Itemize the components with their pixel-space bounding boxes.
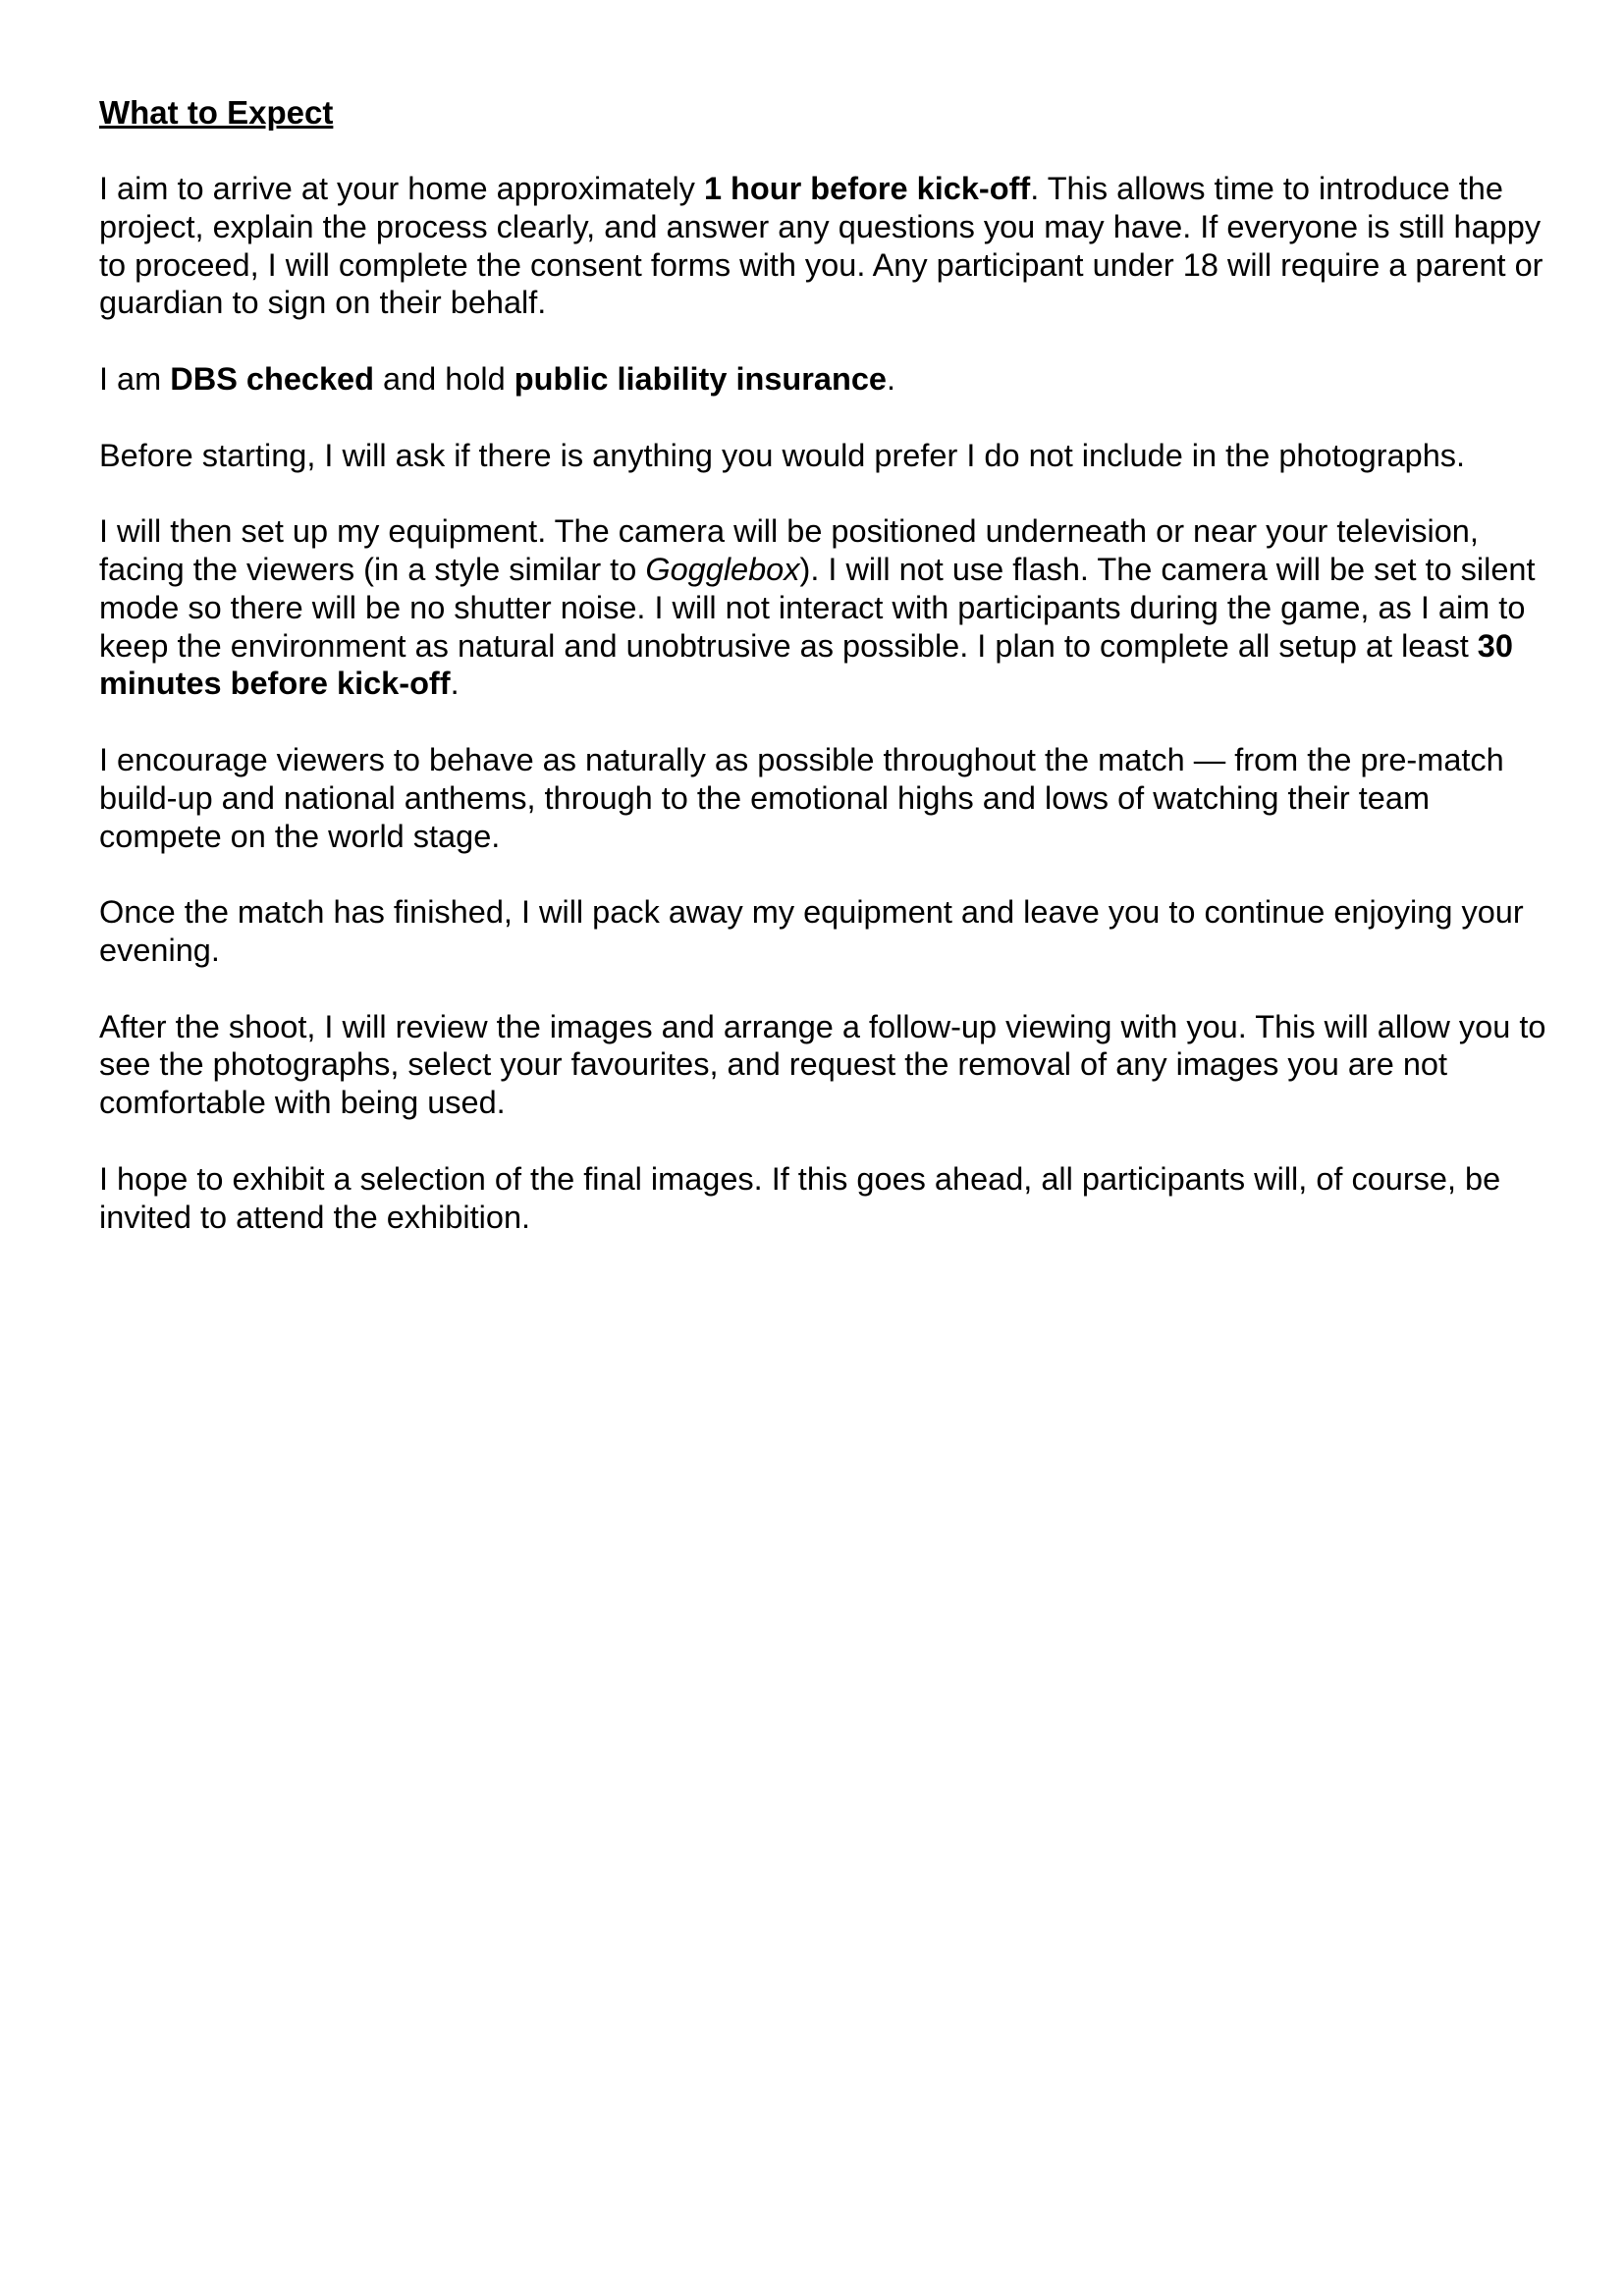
- credentials-text-1: I am: [99, 360, 171, 397]
- paragraph-after-match: Once the match has finished, I will pack away my equipment and leave you to continue enjoying your evening.: [99, 894, 1524, 968]
- insurance-emphasis: public liability insurance: [514, 360, 888, 397]
- section-heading: What to Expect: [99, 94, 334, 131]
- arrival-text-1: I aim to arrive at your home approximately: [99, 171, 704, 206]
- arrival-text-2: . This allows time to introduce the project, explain the process clearly, and answer any questions you may have. If everyone is still happy to proceed, I will complete the consent forms with you. Any participant under 18 will require a parent or guardian to sign on their behalf.: [99, 171, 1543, 321]
- paragraph-preferences: Before starting, I will ask if there is anything you would prefer I do not include in the photographs.: [99, 437, 1466, 473]
- dbs-emphasis: DBS checked: [170, 360, 374, 397]
- setup-time-emphasis: 30 minutes before kick-off: [99, 627, 1513, 702]
- paragraph-review: After the shoot, I will review the images and arrange a follow-up viewing with you. This will allow you to see the photographs, select your favourites, and request the removal of any images you are not comfortable with being used.: [99, 1008, 1546, 1121]
- credentials-text-3: .: [887, 360, 896, 397]
- paragraph-arrival: [99, 170, 1552, 322]
- paragraph-exhibition: I hope to exhibit a selection of the final images. If this goes ahead, all participants will, of course, be invited to attend the exhibition.: [99, 1160, 1501, 1235]
- credentials-text-2: and hold: [373, 360, 514, 397]
- setup-text-1: I will then set up my equipment. The camera will be positioned underneath or near your television, facing the viewers (in a style similar to: [99, 513, 1479, 587]
- arrival-time-emphasis: 1 hour before kick-off: [703, 171, 1031, 206]
- setup-text-3: .: [450, 666, 460, 702]
- paragraph-setup: [99, 512, 1552, 703]
- setup-text-2: ). I will not use flash. The camera will be set to silent mode so there will be no shutter noise. I will not interact with participants during the game, as I aim to keep the environment as natural and unobtrusive as possible. I plan to complete all setup at least: [99, 551, 1536, 664]
- paragraph-behaviour: I encourage viewers to behave as naturally as possible throughout the match — from the pre-match build-up and national anthems, through to the emotional highs and lows of watching their team compete on the world stage.: [99, 741, 1504, 854]
- document-page: [99, 93, 1552, 1274]
- paragraph-credentials: [99, 360, 1552, 399]
- gogglebox-emphasis: Gogglebox: [645, 551, 800, 587]
